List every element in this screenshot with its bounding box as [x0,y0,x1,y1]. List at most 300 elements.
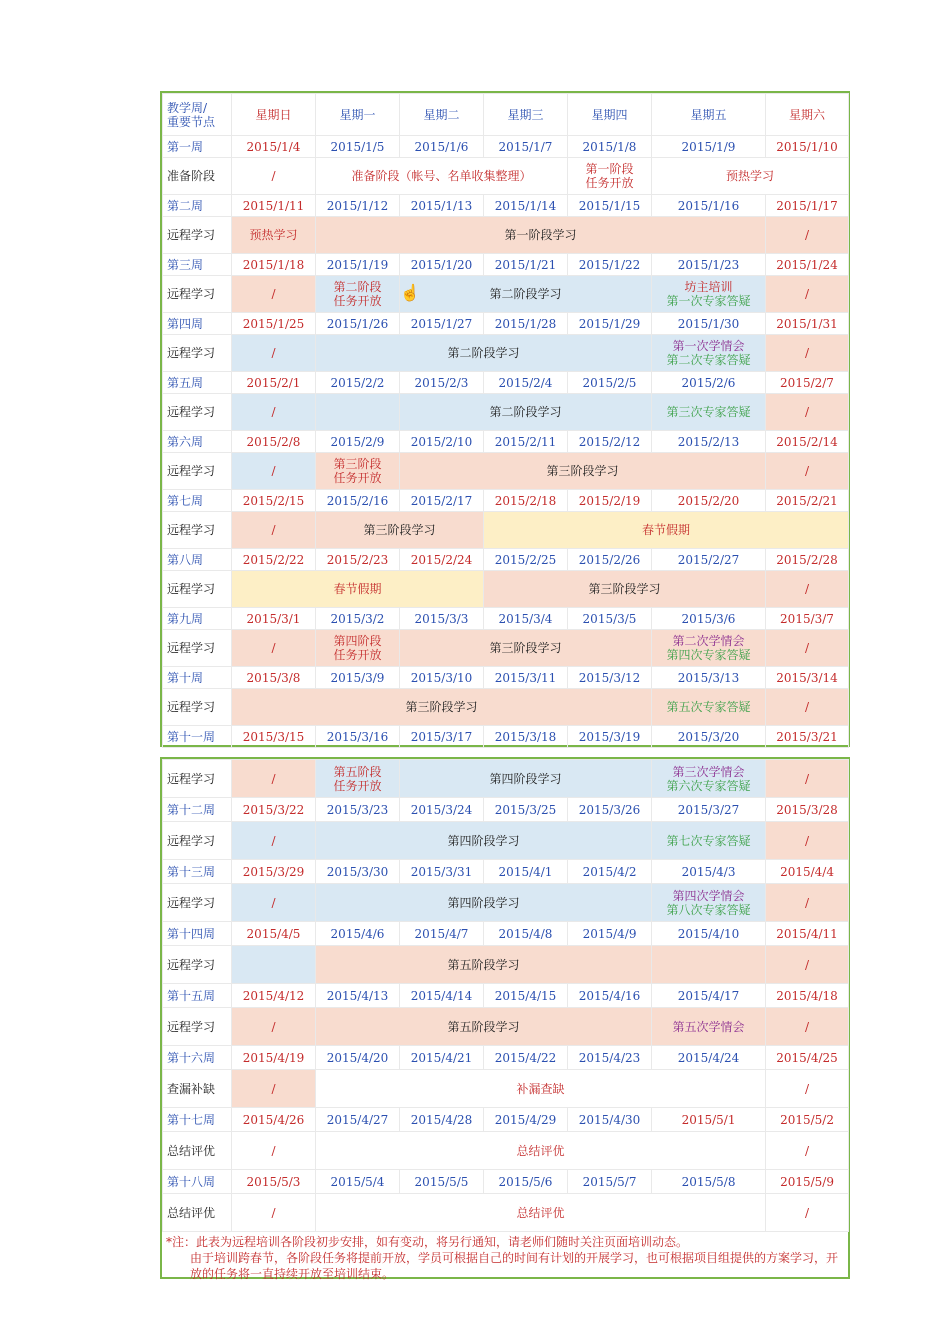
week-date-row [163,860,849,884]
cell-line-2: 第四次专家答疑 [666,648,751,662]
schedule-table [162,759,849,1232]
activity-row [163,946,849,984]
week-label: 第十六周 [163,1046,232,1070]
activity-row [163,689,849,726]
activity-row [163,1008,849,1046]
activity-label: 远程学习 [163,276,232,313]
date-cell: 2015/4/28 [400,1108,484,1132]
activity-cell: / [766,1070,849,1108]
day-header-thu: 星期四 [568,94,652,136]
date-cell: 2015/2/8 [232,431,316,453]
date-cell: 2015/2/28 [766,549,849,571]
activity-cell: / [232,276,316,313]
date-cell: 2015/4/19 [232,1046,316,1070]
date-cell: 2015/2/3 [400,372,484,394]
week-label: 第八周 [163,549,232,571]
date-cell: 2015/2/18 [484,490,568,512]
activity-cell: / [232,453,316,490]
date-cell: 2015/4/20 [316,1046,400,1070]
activity-label: 远程学习 [163,822,232,860]
date-cell: 2015/2/10 [400,431,484,453]
activity-cell: 第三阶段学习 [400,630,652,667]
date-cell: 2015/4/10 [652,922,766,946]
date-cell: 2015/1/10 [766,136,849,158]
week-date-row [163,667,849,689]
activity-cell [316,760,400,798]
date-cell: 2015/4/26 [232,1108,316,1132]
cell-line-2: 第一次专家答疑 [666,294,751,308]
cell-line-1: 第一次学情会 [672,339,745,353]
week-date-row [163,1108,849,1132]
activity-label: 远程学习 [163,512,232,549]
date-cell: 2015/2/6 [652,372,766,394]
activity-label: 查漏补缺 [163,1070,232,1108]
date-cell: 2015/5/3 [232,1170,316,1194]
date-cell: 2015/1/11 [232,195,316,217]
activity-cell: 第三次专家答疑 [652,394,766,431]
activity-label: 远程学习 [163,335,232,372]
cell-line-1: 第三次学情会 [672,764,745,779]
date-cell: 2015/5/9 [766,1170,849,1194]
date-cell: 2015/3/26 [568,798,652,822]
date-cell: 2015/5/1 [652,1108,766,1132]
activity-cell [652,630,766,667]
date-cell: 2015/1/15 [568,195,652,217]
date-cell: 2015/4/14 [400,984,484,1008]
cell-line-2: 任务开放 [585,176,634,190]
cell-line-2: 任务开放 [333,778,382,793]
activity-cell: / [766,453,849,490]
footnote-line-2: 由于培训跨春节，各阶段任务将提前开放，学员可根据自己的时间有计划的开展学习，也可根据项目组提供的方案学习，开放的任务将一直持续开放至培训结束。 [190,1251,839,1281]
activity-cell: / [766,217,849,254]
date-cell: 2015/4/17 [652,984,766,1008]
date-cell: 2015/1/18 [232,254,316,276]
date-cell: 2015/3/14 [766,667,849,689]
activity-label: 远程学习 [163,217,232,254]
date-cell: 2015/3/24 [400,798,484,822]
date-cell: 2015/1/23 [652,254,766,276]
activity-row [163,630,849,667]
activity-cell: / [766,571,849,608]
week-date-row [163,431,849,453]
date-cell: 2015/3/5 [568,608,652,630]
date-cell: 2015/4/23 [568,1046,652,1070]
date-cell: 2015/4/8 [484,922,568,946]
activity-cell: / [232,394,316,431]
date-cell: 2015/1/19 [316,254,400,276]
week-date-row [163,1170,849,1194]
activity-cell [316,276,400,313]
date-cell: 2015/2/24 [400,549,484,571]
date-cell: 2015/4/6 [316,922,400,946]
week-label: 第十一周 [163,726,232,748]
date-cell: 2015/1/27 [400,313,484,335]
activity-cell [652,760,766,798]
date-cell: 2015/3/8 [232,667,316,689]
day-header-fri: 星期五 [652,94,766,136]
activity-cell: / [766,1008,849,1046]
corner-header [163,94,232,136]
date-cell: 2015/3/3 [400,608,484,630]
activity-label: 远程学习 [163,394,232,431]
date-cell: 2015/2/2 [316,372,400,394]
activity-cell: / [232,822,316,860]
activity-cell [652,335,766,372]
footnote-line-1: *注：此表为远程培训各阶段初步安排，如有变动，将另行通知，请老师们随时关注页面培训动态。 [166,1235,689,1249]
date-cell: 2015/1/24 [766,254,849,276]
date-cell: 2015/3/20 [652,726,766,748]
hand-cursor-icon: ☝ [400,283,420,302]
date-cell: 2015/1/25 [232,313,316,335]
activity-cell [568,158,652,195]
activity-cell: / [766,884,849,922]
activity-cell [652,276,766,313]
week-label: 第三周 [163,254,232,276]
week-date-row [163,984,849,1008]
cell-line-1: 坊主培训 [684,280,733,294]
activity-cell: 第四阶段学习 [316,822,652,860]
activity-cell: 第五阶段学习 [316,1008,652,1046]
date-cell: 2015/3/25 [484,798,568,822]
week-label: 第四周 [163,313,232,335]
activity-cell: 第三阶段学习 [484,571,766,608]
date-cell: 2015/4/3 [652,860,766,884]
week-label: 第六周 [163,431,232,453]
date-cell: 2015/1/30 [652,313,766,335]
day-header-sun: 星期日 [232,94,316,136]
date-cell: 2015/3/28 [766,798,849,822]
header-row [163,94,849,136]
corner-line-1: 教学周/ [167,100,208,115]
week-date-row [163,726,849,748]
activity-cell: / [232,1132,316,1170]
date-cell: 2015/5/8 [652,1170,766,1194]
activity-cell: 补漏查缺 [316,1070,766,1108]
date-cell: 2015/3/11 [484,667,568,689]
date-cell: 2015/4/5 [232,922,316,946]
date-cell: 2015/3/27 [652,798,766,822]
cell-line-2: 第八次专家答疑 [666,902,751,917]
date-cell: 2015/3/2 [316,608,400,630]
day-header-tue: 星期二 [400,94,484,136]
week-date-row [163,136,849,158]
date-cell: 2015/2/1 [232,372,316,394]
date-cell: 2015/3/13 [652,667,766,689]
date-cell: 2015/4/1 [484,860,568,884]
date-cell: 2015/2/20 [652,490,766,512]
activity-label: 远程学习 [163,946,232,984]
week-date-row [163,372,849,394]
activity-cell: 总结评优 [316,1194,766,1232]
date-cell: 2015/2/14 [766,431,849,453]
cell-line-1: 第二阶段 [333,280,382,294]
activity-cell: / [232,1194,316,1232]
date-cell: 2015/2/23 [316,549,400,571]
date-cell: 2015/4/13 [316,984,400,1008]
date-cell: 2015/5/6 [484,1170,568,1194]
date-cell: 2015/2/9 [316,431,400,453]
activity-cell: / [766,276,849,313]
activity-cell: 第三阶段学习 [232,689,652,726]
activity-cell: / [766,822,849,860]
date-cell: 2015/2/11 [484,431,568,453]
date-cell: 2015/2/4 [484,372,568,394]
activity-cell: / [232,1070,316,1108]
date-cell: 2015/3/16 [316,726,400,748]
week-date-row [163,798,849,822]
activity-label: 远程学习 [163,884,232,922]
date-cell: 2015/1/12 [316,195,400,217]
cell-line-2: 任务开放 [333,471,382,485]
date-cell: 2015/3/22 [232,798,316,822]
date-cell: 2015/2/7 [766,372,849,394]
footnote [162,1232,848,1284]
cell-line-2: 第六次专家答疑 [666,778,751,793]
week-date-row [163,608,849,630]
date-cell: 2015/1/26 [316,313,400,335]
activity-row [163,571,849,608]
date-cell: 2015/1/28 [484,313,568,335]
date-cell: 2015/4/2 [568,860,652,884]
activity-label: 远程学习 [163,1008,232,1046]
date-cell: 2015/4/27 [316,1108,400,1132]
activity-row [163,1070,849,1108]
date-cell: 2015/3/21 [766,726,849,748]
activity-row [163,822,849,860]
date-cell: 2015/2/22 [232,549,316,571]
corner-line-2: 重要节点 [167,114,216,129]
week-label: 第九周 [163,608,232,630]
activity-cell [316,394,400,431]
date-cell: 2015/1/4 [232,136,316,158]
date-cell: 2015/1/5 [316,136,400,158]
date-cell: 2015/4/16 [568,984,652,1008]
date-cell: 2015/1/21 [484,254,568,276]
date-cell: 2015/4/9 [568,922,652,946]
cell-line-1: 第一阶段 [585,162,634,176]
week-label: 第十七周 [163,1108,232,1132]
date-cell: 2015/2/27 [652,549,766,571]
activity-row [163,1132,849,1170]
activity-cell [316,630,400,667]
date-cell: 2015/1/9 [652,136,766,158]
date-cell: 2015/4/4 [766,860,849,884]
activity-label: 远程学习 [163,571,232,608]
date-cell: 2015/2/19 [568,490,652,512]
week-label: 第十四周 [163,922,232,946]
cell-line-1: 第二次学情会 [672,634,745,648]
day-header-wed: 星期三 [484,94,568,136]
activity-cell: / [232,512,316,549]
activity-cell: 第二阶段学习 [316,335,652,372]
activity-cell: / [232,760,316,798]
activity-cell: 第五次学情会 [652,1008,766,1046]
date-cell: 2015/1/17 [766,195,849,217]
week-date-row [163,549,849,571]
activity-cell [232,946,316,984]
week-label: 第十三周 [163,860,232,884]
cell-line-2: 任务开放 [333,648,382,662]
activity-row [163,512,849,549]
activity-row [163,884,849,922]
activity-row [163,394,849,431]
week-date-row [163,490,849,512]
date-cell: 2015/3/31 [400,860,484,884]
activity-cell: / [766,1132,849,1170]
activity-cell: / [232,630,316,667]
date-cell: 2015/4/15 [484,984,568,1008]
activity-cell: / [766,630,849,667]
activity-cell: / [232,884,316,922]
activity-cell: 第七次专家答疑 [652,822,766,860]
date-cell: 2015/4/30 [568,1108,652,1132]
week-label: 第五周 [163,372,232,394]
date-cell: 2015/4/29 [484,1108,568,1132]
date-cell: 2015/1/22 [568,254,652,276]
activity-cell: 总结评优 [316,1132,766,1170]
activity-label: 总结评优 [163,1132,232,1170]
activity-label: 远程学习 [163,453,232,490]
date-cell: 2015/2/13 [652,431,766,453]
date-cell: 2015/2/25 [484,549,568,571]
date-cell: 2015/1/31 [766,313,849,335]
cell-line-1: 第四次学情会 [672,888,745,903]
week-label: 第十八周 [163,1170,232,1194]
cell-line-1: 第三阶段 [333,457,382,471]
activity-cell: 第三阶段学习 [400,453,766,490]
date-cell: 2015/3/29 [232,860,316,884]
date-cell: 2015/5/5 [400,1170,484,1194]
day-header-sat: 星期六 [766,94,849,136]
activity-cell: 第二阶段学习 [400,394,652,431]
date-cell: 2015/4/11 [766,922,849,946]
date-cell: 2015/2/26 [568,549,652,571]
schedule-table-part-2 [160,757,850,1279]
date-cell: 2015/2/5 [568,372,652,394]
activity-cell: / [232,1008,316,1046]
date-cell: 2015/2/16 [316,490,400,512]
activity-cell: 春节假期 [232,571,484,608]
cell-line-2: 任务开放 [333,294,382,308]
date-cell: 2015/4/24 [652,1046,766,1070]
week-date-row [163,195,849,217]
date-cell: 2015/3/7 [766,608,849,630]
week-date-row [163,922,849,946]
activity-cell [652,946,766,984]
date-cell: 2015/3/18 [484,726,568,748]
activity-cell [316,453,400,490]
date-cell: 2015/4/18 [766,984,849,1008]
week-label: 第一周 [163,136,232,158]
activity-row [163,217,849,254]
day-header-mon: 星期一 [316,94,400,136]
activity-cell: 第四阶段学习 [400,760,652,798]
activity-cell: 第五次专家答疑 [652,689,766,726]
activity-row [163,453,849,490]
week-label: 第二周 [163,195,232,217]
date-cell: 2015/1/29 [568,313,652,335]
date-cell: 2015/3/6 [652,608,766,630]
date-cell: 2015/5/2 [766,1108,849,1132]
date-cell: 2015/4/12 [232,984,316,1008]
date-cell: 2015/5/4 [316,1170,400,1194]
activity-cell [652,884,766,922]
date-cell: 2015/1/14 [484,195,568,217]
week-date-row [163,1046,849,1070]
schedule-table-part-1 [160,91,850,747]
date-cell: 2015/4/25 [766,1046,849,1070]
week-label: 第十五周 [163,984,232,1008]
activity-row [163,1194,849,1232]
date-cell: 2015/4/22 [484,1046,568,1070]
activity-label: 总结评优 [163,1194,232,1232]
activity-row [163,276,849,313]
activity-cell: 预热学习 [652,158,849,195]
activity-cell: / [766,1194,849,1232]
activity-cell: / [766,760,849,798]
activity-cell: / [232,158,316,195]
activity-cell: / [766,335,849,372]
activity-row [163,158,849,195]
date-cell: 2015/2/21 [766,490,849,512]
date-cell: 2015/4/21 [400,1046,484,1070]
cell-line-1: 第五阶段 [333,764,382,779]
date-cell: 2015/5/7 [568,1170,652,1194]
activity-cell: 预热学习 [232,217,316,254]
activity-cell: 准备阶段（帐号、名单收集整理） [316,158,568,195]
cell-line-2: 第二次专家答疑 [666,353,751,367]
activity-cell: 春节假期 [484,512,849,549]
date-cell: 2015/3/1 [232,608,316,630]
activity-cell: 第二阶段学习 [400,276,652,313]
activity-cell: 第四阶段学习 [316,884,652,922]
cell-line-1: 第四阶段 [333,634,382,648]
date-cell: 2015/3/10 [400,667,484,689]
activity-cell: / [766,946,849,984]
date-cell: 2015/1/16 [652,195,766,217]
activity-cell: / [766,689,849,726]
date-cell: 2015/3/4 [484,608,568,630]
activity-label: 远程学习 [163,689,232,726]
schedule-table [162,93,849,748]
date-cell: 2015/4/7 [400,922,484,946]
week-label: 第十二周 [163,798,232,822]
date-cell: 2015/1/20 [400,254,484,276]
activity-cell: 第一阶段学习 [316,217,766,254]
activity-cell: / [766,394,849,431]
activity-row [163,335,849,372]
week-label: 第七周 [163,490,232,512]
date-cell: 2015/3/9 [316,667,400,689]
date-cell: 2015/3/23 [316,798,400,822]
activity-cell: 第三阶段学习 [316,512,484,549]
date-cell: 2015/2/15 [232,490,316,512]
week-label: 第十周 [163,667,232,689]
activity-label: 远程学习 [163,630,232,667]
date-cell: 2015/3/12 [568,667,652,689]
activity-label: 远程学习 [163,760,232,798]
date-cell: 2015/2/12 [568,431,652,453]
date-cell: 2015/2/17 [400,490,484,512]
date-cell: 2015/1/8 [568,136,652,158]
activity-cell: 第五阶段学习 [316,946,652,984]
date-cell: 2015/1/13 [400,195,484,217]
activity-row [163,760,849,798]
date-cell: 2015/3/15 [232,726,316,748]
date-cell: 2015/1/6 [400,136,484,158]
date-cell: 2015/3/30 [316,860,400,884]
date-cell: 2015/1/7 [484,136,568,158]
